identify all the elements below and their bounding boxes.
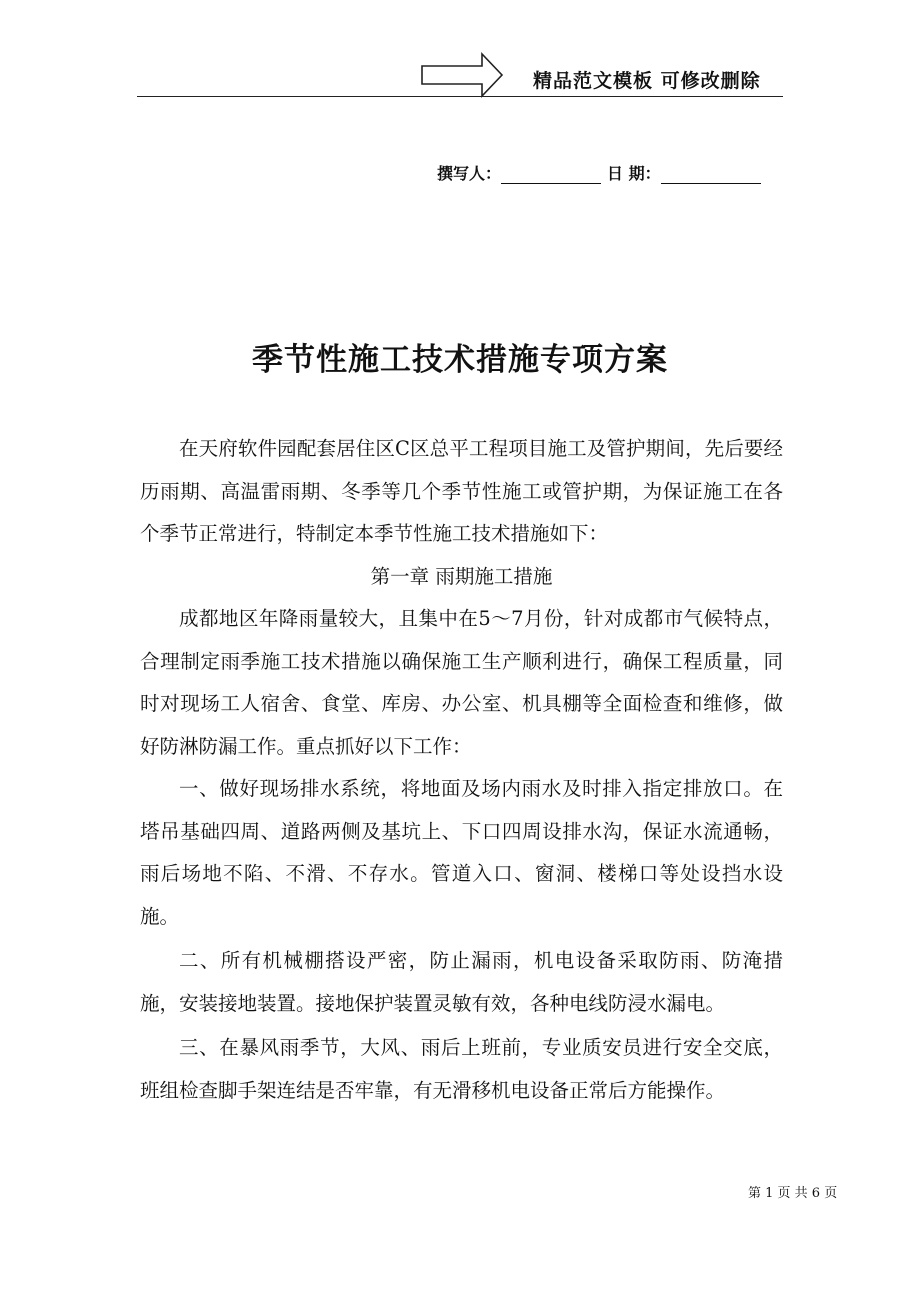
header-tagline: 精品范文模板 可修改删除 bbox=[533, 70, 761, 92]
header-rule bbox=[137, 96, 783, 97]
document-body bbox=[140, 428, 783, 1112]
document-title: 季节性施工技术措施专项方案 bbox=[252, 342, 668, 378]
intro-paragraph: 在天府软件园配套居住区C区总平工程项目施工及管护期间，先后要经历雨期、高温雷雨期、冬季等几个季节性施工或管护期，为保证施工在各个季节正常进行，特制定本季节性施工技术措施如下： bbox=[140, 437, 783, 545]
chapter-heading: 第一章 雨期施工措施 bbox=[370, 564, 553, 588]
arrow-icon bbox=[420, 52, 504, 98]
author-blank bbox=[501, 167, 601, 184]
author-label: 撰写人： bbox=[437, 164, 502, 183]
date-blank bbox=[661, 167, 761, 184]
body-paragraph: 成都地区年降雨量较大，且集中在5～7月份，针对成都市气候特点，合理制定雨季施工技术措施以确保施工生产顺利进行，确保工程质量，同时对现场工人宿舍、食堂、库房、办公室、机具棚等全面检查和维修，做好防淋防漏工作。重点抓好以下工作： bbox=[140, 607, 783, 758]
date-label: 日 期： bbox=[607, 164, 661, 183]
page-indicator: 第 1 页 共 6 页 bbox=[748, 1186, 838, 1201]
body-paragraph: 二、所有机械棚搭设严密，防止漏雨，机电设备采取防雨、防淹措施，安装接地装置。接地保护装置灵敏有效，各种电线防浸水漏电。 bbox=[140, 949, 783, 1015]
body-paragraph: 一、做好现场排水系统，将地面及场内雨水及时排入指定排放口。在塔吊基础四周、道路两侧及基坑上、下口四周设排水沟，保证水流通畅，雨后场地不陷、不滑、不存水。管道入口、窗洞、楼梯口等处设挡水设施。 bbox=[140, 777, 783, 928]
body-paragraph: 三、在暴风雨季节，大风、雨后上班前，专业质安员进行安全交底，班组检查脚手架连结是否牢靠，有无滑移机电设备正常后方能操作。 bbox=[140, 1036, 783, 1102]
signature-line bbox=[437, 161, 765, 184]
